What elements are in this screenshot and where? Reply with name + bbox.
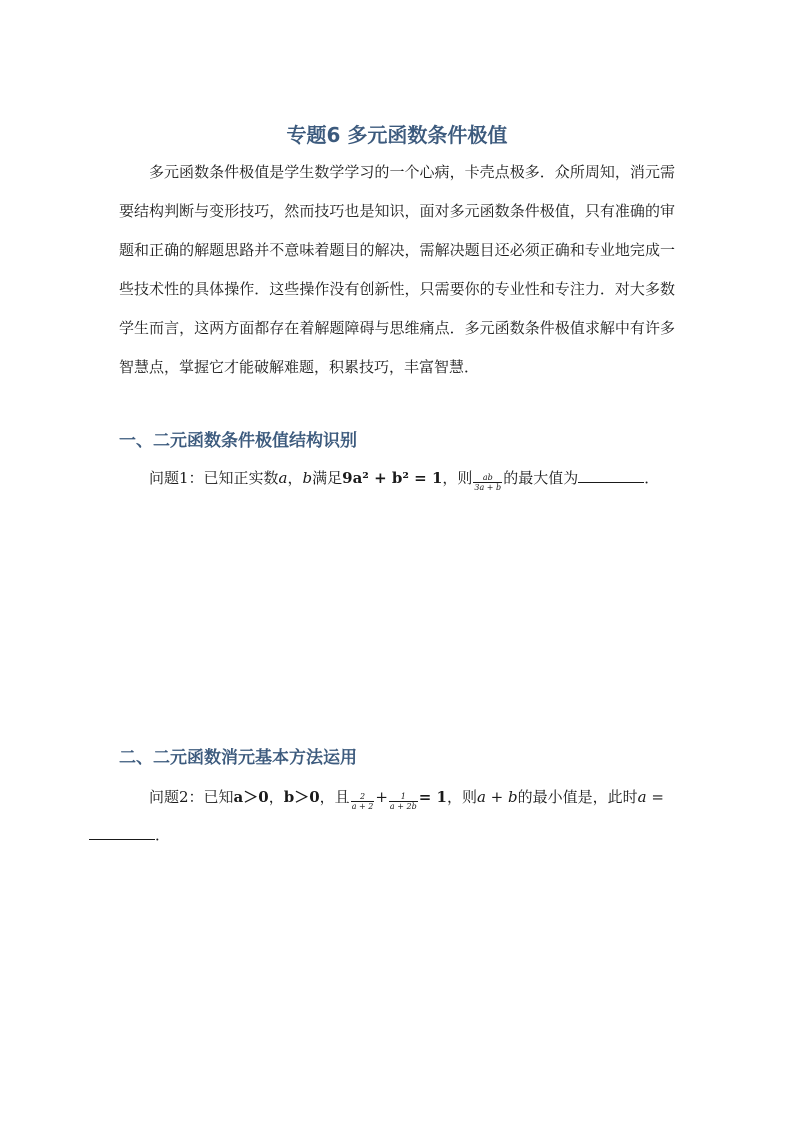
constraint-equation: 9a² + b² = 1 <box>342 469 443 487</box>
answer-blank[interactable] <box>578 481 644 483</box>
fraction-numerator: ab <box>482 473 493 482</box>
mid-text: 的最小值是，此时 <box>517 788 638 806</box>
fraction-2 <box>389 792 418 811</box>
plus-sign: + <box>375 788 388 806</box>
var-b: b <box>302 469 313 487</box>
problem-2-prefix: 问题2：已知 <box>149 788 234 806</box>
then-text: ，则 <box>446 788 477 806</box>
fraction-1 <box>351 792 375 811</box>
then-text: ，则 <box>442 469 473 487</box>
end-punct: ． <box>155 826 171 844</box>
section-heading-2: 二、二元函数消元基本方法运用 <box>119 748 357 768</box>
fraction-denominator: 3a + b <box>474 483 502 492</box>
equals-one: = 1 <box>418 788 447 806</box>
var-a: a <box>278 469 288 487</box>
ask-a: a = <box>637 788 664 806</box>
comma: ， <box>268 788 284 806</box>
answer-blank[interactable] <box>89 838 155 840</box>
page-title: 专题6 多元函数条件极值 <box>286 123 508 147</box>
fraction-1-denominator: a + 2 <box>351 802 374 811</box>
fraction-1-numerator: 2 <box>359 792 366 801</box>
condition-a: a＞0 <box>233 788 269 806</box>
satisfy-text: 满足 <box>312 469 343 487</box>
problem-2 <box>119 778 679 854</box>
fraction-2-denominator: a + 2b <box>389 802 417 811</box>
problem-1 <box>119 459 679 497</box>
comma: ， <box>287 469 303 487</box>
end-punct: ． <box>644 469 660 487</box>
fraction-2-numerator: 1 <box>400 792 406 801</box>
target-fraction <box>473 473 502 492</box>
condition-b: b＞0 <box>283 788 320 806</box>
problem-1-prefix: 问题1：已知正实数 <box>149 469 279 487</box>
and-text: ，且 <box>319 788 350 806</box>
intro-paragraph: 多元函数条件极值是学生数学学习的一个心病，卡壳点极多．众所周知，消元需要结构判断与变形技巧，然而技巧也是知识，面对多元函数条件极值，只有准确的审题和正确的解题思路并不意味着题目的解决，需解决题目还必须正确和专业地完成一些技术性的具体操作．这些操作没有创新性，只需要你的专业性和专注力．对大多数学生而言，这两方面都存在着解题障碍与思维痛点．多元函数条件极值求解中有许多智慧点，掌握它才能破解难题，积累技巧，丰富智慧． <box>119 163 675 376</box>
section-heading-1: 一、二元函数条件极值结构识别 <box>119 431 357 451</box>
sum-expression: a + b <box>476 788 518 806</box>
suffix-text: 的最大值为 <box>503 469 579 487</box>
